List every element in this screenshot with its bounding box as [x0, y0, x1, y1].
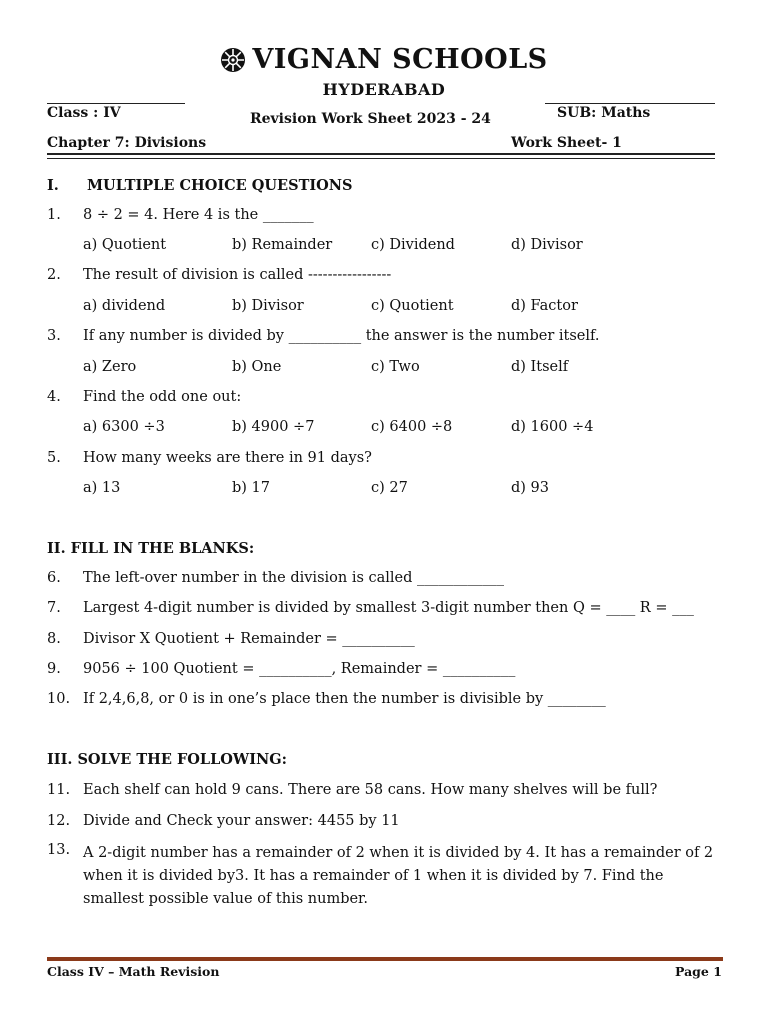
question-number: 6.: [47, 570, 61, 586]
option-c: c) 6400 ÷8: [371, 419, 453, 435]
question-text: A 2-digit number has a remainder of 2 when it is divided by 4. It has a remainder of 2 when it is divided by3. It has a remainder of 1 when it is divided by 7. Find the smallest possible value of this number.: [83, 845, 714, 907]
question-number: 11.: [47, 782, 71, 798]
question-text: Divide and Check your answer: 4455 by 11: [83, 813, 400, 829]
option-a: a) 13: [83, 480, 121, 496]
school-name: [0, 44, 768, 80]
question-number: 4.: [47, 389, 61, 405]
option-c: c) Two: [371, 359, 420, 375]
option-d: d) 1600 ÷4: [511, 419, 594, 435]
wheel-logo-icon: [220, 47, 246, 80]
option-b: b) Remainder: [232, 237, 333, 253]
question-text: If 2,4,6,8, or 0 is in one’s place then the number is divisible by ________: [83, 691, 606, 707]
header-double-rule-bottom: [47, 158, 715, 159]
option-a: a) dividend: [83, 298, 166, 314]
option-c: c) Quotient: [371, 298, 454, 314]
question-number: 5.: [47, 450, 61, 466]
question-number: 8.: [47, 631, 61, 647]
header-double-rule-top: [47, 153, 715, 155]
question-text: The result of division is called -----------------: [83, 267, 392, 283]
question-text: Divisor X Quotient + Remainder = __________: [83, 631, 415, 647]
question-text: Largest 4-digit number is divided by smallest 3-digit number then Q = ____ R = ___: [83, 600, 694, 616]
option-c: c) 27: [371, 480, 408, 496]
option-c: c) Dividend: [371, 237, 455, 253]
class-label: Class : IV: [47, 105, 121, 121]
question-text: Each shelf can hold 9 cans. There are 58 cans. How many shelves will be full?: [83, 782, 658, 798]
option-d: d) Divisor: [511, 237, 583, 253]
footer-left: Class IV – Math Revision: [47, 964, 220, 979]
section-fill-title: II. FILL IN THE BLANKS:: [47, 540, 255, 557]
question-number: 7.: [47, 600, 61, 616]
option-b: b) 17: [232, 480, 270, 496]
question-text: How many weeks are there in 91 days?: [83, 450, 372, 466]
page-number: Page 1: [675, 964, 722, 979]
question-number: 13.: [47, 842, 71, 858]
worksheet-title: Revision Work Sheet 2023 - 24: [250, 111, 491, 127]
subject-label: SUB: Maths: [557, 105, 651, 121]
option-a: a) 6300 ÷3: [83, 419, 165, 435]
option-b: b) One: [232, 359, 282, 375]
question-number: 10.: [47, 691, 71, 707]
option-d: d) 93: [511, 480, 549, 496]
chapter-label: Chapter 7: Divisions: [47, 135, 207, 151]
question-number: 3.: [47, 328, 61, 344]
question-text: If any number is divided by __________ the answer is the number itself.: [83, 328, 600, 344]
question-text: 8 ÷ 2 = 4. Here 4 is the _______: [83, 207, 314, 223]
section-solve-title: III. SOLVE THE FOLLOWING:: [47, 751, 287, 768]
worksheet-number: Work Sheet- 1: [511, 135, 622, 151]
question-text: The left-over number in the division is called ____________: [83, 570, 505, 586]
header-rule-left: [47, 103, 185, 104]
school-city: HYDERABAD: [322, 80, 446, 99]
section-mcq-number: I.: [47, 177, 59, 194]
question-text: Find the odd one out:: [83, 389, 242, 405]
option-b: b) Divisor: [232, 298, 304, 314]
option-d: d) Factor: [511, 298, 578, 314]
question-number: 2.: [47, 267, 61, 283]
section-mcq-title: MULTIPLE CHOICE QUESTIONS: [87, 177, 353, 194]
question-number: 1.: [47, 207, 61, 223]
school-title: VIGNAN SCHOOLS: [252, 44, 548, 75]
option-a: a) Zero: [83, 359, 137, 375]
question-number: 9.: [47, 661, 61, 677]
footer-rule: [47, 957, 723, 961]
question-number: 12.: [47, 813, 71, 829]
header-rule-right: [545, 103, 715, 104]
option-a: a) Quotient: [83, 237, 167, 253]
question-text: 9056 ÷ 100 Quotient = __________, Remainder = __________: [83, 661, 516, 677]
option-b: b) 4900 ÷7: [232, 419, 315, 435]
option-d: d) Itself: [511, 359, 569, 375]
